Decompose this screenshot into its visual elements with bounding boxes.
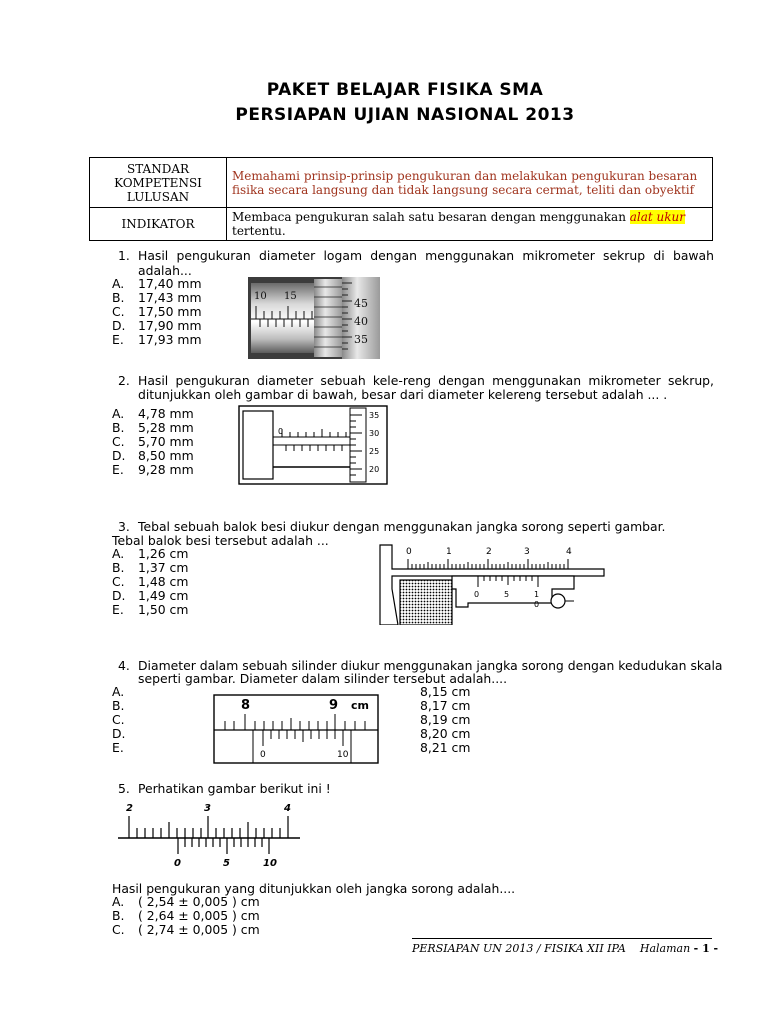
q1-thimble-label-45: 45 (354, 297, 368, 310)
q5-main-label-3: 3 (204, 803, 211, 814)
q5-option-c[interactable]: C. ( 2,74 ± 0,005 ) cm (112, 922, 260, 937)
q4-option-d[interactable]: D. 8,20 cm (112, 726, 471, 741)
q3-stem-line1: Tebal sebuah balok besi diukur dengan menggunakan jangka sorong seperti gambar. (138, 519, 666, 534)
page-footer (412, 938, 719, 955)
q2-option-c[interactable]: C. 5,70 mm (112, 434, 194, 449)
q4-main-unit-cm: cm (351, 699, 369, 712)
q2-thimble-label-25: 25 (369, 447, 380, 456)
footer-text: PERSIAPAN UN 2013 / FISIKA XII IPA (412, 942, 626, 955)
indicator-highlight: alat ukur (629, 210, 686, 224)
q3-option-e[interactable]: E. 1,50 cm (112, 602, 189, 617)
q3-option-b[interactable]: B. 1,37 cm (112, 560, 189, 575)
q2-number: 2. (118, 373, 130, 388)
q4-number: 4. (118, 658, 130, 673)
q4-stem-line2: seperti gambar. Diameter dalam silinder tersebut adalah.... (138, 671, 508, 686)
micrometer-figure-1 (248, 277, 380, 359)
q3-number: 3. (118, 519, 130, 534)
q1-number: 1. (118, 248, 130, 263)
question-5 (0, 781, 768, 941)
q2-scale-label-0: 0 (278, 427, 284, 436)
q3-main-label-1: 1 (446, 547, 452, 557)
q3-main-label-4: 4 (566, 547, 572, 557)
q2-option-b[interactable]: B. 5,28 mm (112, 420, 194, 435)
q4-option-e[interactable]: E. 8,21 cm (112, 740, 471, 755)
q2-thimble-label-20: 20 (369, 465, 380, 474)
q1-stem-line1: Hasil pengukuran diameter logam dengan menggunakan mikrometer sekrup di bawah (138, 248, 714, 263)
q5-vernier-label-5: 5 (223, 858, 230, 869)
q3-option-c[interactable]: C. 1,48 cm (112, 574, 189, 589)
q1-scale-label-10: 10 (254, 291, 267, 302)
question-4 (0, 658, 768, 768)
q5-question-text: Hasil pengukuran yang ditunjukkan oleh jangka sorong adalah.... (112, 881, 516, 896)
q4-option-c[interactable]: C. 8,19 cm (112, 712, 471, 727)
q1-option-d[interactable]: D. 17,90 mm (112, 318, 202, 333)
q3-option-d[interactable]: D. 1,49 cm (112, 588, 189, 603)
q2-option-a[interactable]: A. 4,78 mm (112, 406, 194, 421)
q1-option-a[interactable]: A. 17,40 mm (112, 276, 202, 291)
q4-vernier-label-10: 10 (337, 750, 349, 760)
q2-stem-line1: Hasil pengukuran diameter sebuah kele-reng dengan menggunakan mikrometer sekrup, (138, 373, 714, 388)
q1-thimble-label-35: 35 (354, 333, 368, 346)
sk-text: Memahami prinsip-prinsip pengukuran dan melakukan pengukuran besaran fisika secara langsung dan tidak langsung secara cermat, teliti dan obyektif (227, 158, 713, 208)
q3-main-label-0: 0 (406, 547, 412, 557)
q4-option-a[interactable]: A. 8,15 cm (112, 684, 471, 699)
q4-stem-line1: Diameter dalam sebuah silinder diukur menggunakan jangka sorong dengan kedudukan skala (138, 658, 723, 673)
q3-option-a[interactable]: A. 1,26 cm (112, 546, 189, 561)
question-1 (0, 248, 768, 358)
q1-thimble-label-40: 40 (354, 315, 368, 328)
micrometer-figure-2 (238, 405, 388, 487)
q1-option-c[interactable]: C. 17,50 mm (112, 304, 202, 319)
q5-option-a[interactable]: A. ( 2,54 ± 0,005 ) cm (112, 894, 260, 909)
q3-stem-line2: Tebal balok besi tersebut adalah ... (112, 533, 329, 548)
indicator-text (227, 208, 713, 241)
q2-thimble-label-30: 30 (369, 429, 380, 438)
q3-main-label-2: 2 (486, 547, 492, 557)
footer-page-number: - 1 - (693, 942, 719, 955)
q2-option-e[interactable]: E. 9,28 mm (112, 462, 194, 477)
q3-vernier-label-5: 5 (504, 590, 510, 599)
indicator-text-before: Membaca pengukuran salah satu besaran dengan menggunakan (232, 210, 626, 224)
q3-vernier-label-1: 1 (534, 590, 540, 599)
q3-main-label-3: 3 (524, 547, 530, 557)
sk-label: STANDAR KOMPETENSI LULUSAN (90, 158, 227, 208)
caliper-figure-3 (378, 543, 606, 625)
caliper-figure-4 (213, 694, 379, 764)
q4-main-label-8: 8 (241, 698, 251, 713)
q2-option-d[interactable]: D. 8,50 mm (112, 448, 194, 463)
caliper-scale-figure-5 (118, 800, 304, 870)
q5-main-label-2: 2 (126, 803, 133, 814)
q3-vernier-label-0b: 0 (534, 600, 540, 609)
q1-option-e[interactable]: E. 17,93 mm (112, 332, 202, 347)
indicator-label: INDIKATOR (90, 208, 227, 241)
q3-vernier-label-0: 0 (474, 590, 480, 599)
q3-thumb-wheel (551, 594, 565, 608)
page-title-line2: PERSIAPAN UJIAN NASIONAL 2013 (235, 105, 575, 125)
q1-stem-line2: adalah... (138, 263, 192, 278)
q5-number: 5. (118, 781, 130, 796)
q5-option-b[interactable]: B. ( 2,64 ± 0,005 ) cm (112, 908, 260, 923)
q5-stem-line1: Perhatikan gambar berikut ini ! (138, 781, 331, 796)
footer-page-label: Halaman (639, 942, 691, 955)
q4-option-b[interactable]: B. 8,17 cm (112, 698, 471, 713)
competency-table (89, 157, 713, 241)
q2-stem-line2: ditunjukkan oleh gambar di bawah, besar dari diameter kelereng tersebut adalah ... . (138, 387, 668, 402)
page-title-line1: PAKET BELAJAR FISIKA SMA (266, 80, 544, 100)
q5-main-label-4: 4 (284, 803, 291, 814)
q1-scale-label-15: 15 (284, 291, 297, 302)
q2-thimble-label-35: 35 (369, 411, 380, 420)
q4-vernier-label-0: 0 (260, 750, 266, 760)
indicator-text-after: tertentu. (232, 224, 286, 238)
q5-vernier-label-0: 0 (174, 858, 181, 869)
q1-option-b[interactable]: B. 17,43 mm (112, 290, 202, 305)
q5-vernier-label-10: 10 (263, 858, 277, 869)
q4-main-label-9: 9 (329, 698, 339, 713)
